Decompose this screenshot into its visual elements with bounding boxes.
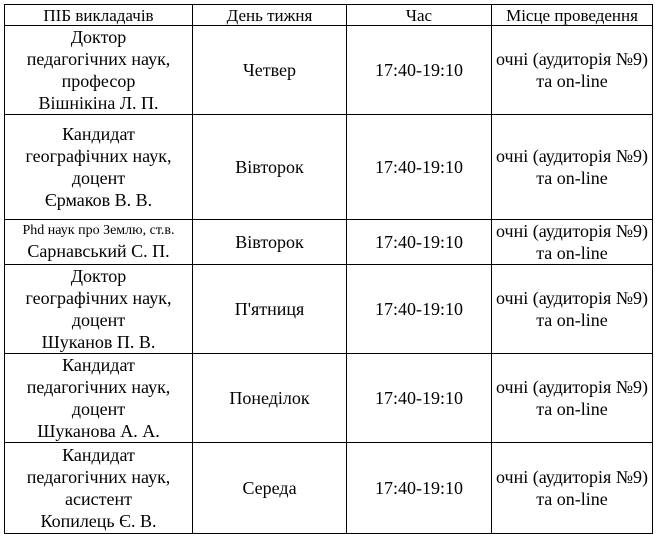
place-mode: та on-line [536, 71, 608, 91]
teacher-degree: Доктор [70, 27, 127, 47]
day-cell: Понеділок [193, 354, 347, 443]
day-cell: Вівторок [193, 220, 347, 265]
teacher-degree: Phd наук про Землю, ст.в. [22, 223, 175, 238]
teacher-field: географічних наук, [25, 288, 172, 308]
place-type: очні (аудиторія №9) [495, 467, 649, 487]
teacher-name: Шуканова А. А. [37, 421, 160, 441]
teacher-name: Копилець Є. В. [40, 511, 157, 531]
table-row [5, 265, 653, 354]
table-row [5, 26, 653, 115]
place-mode: та on-line [536, 489, 608, 509]
place-type: очні (аудиторія №9) [495, 146, 649, 166]
teacher-position: доцент [71, 168, 126, 188]
place-mode: та on-line [536, 399, 608, 419]
teacher-cell [5, 354, 193, 443]
teacher-field: педагогічних наук, [26, 49, 171, 69]
header-row [5, 5, 653, 26]
time-cell: 17:40-19:10 [347, 115, 492, 220]
teacher-degree: Кандидат [62, 355, 135, 375]
teacher-cell [5, 26, 193, 115]
place-type: очні (аудиторія №9) [495, 377, 649, 397]
day-cell: Вівторок [193, 115, 347, 220]
header-name: ПІБ викладачів [5, 5, 193, 26]
teacher-cell [5, 265, 193, 354]
place-cell [492, 354, 653, 443]
place-cell [492, 265, 653, 354]
day-cell: Четвер [193, 26, 347, 115]
time-cell: 17:40-19:10 [347, 354, 492, 443]
place-type: очні (аудиторія №9) [495, 221, 649, 241]
time-cell: 17:40-19:10 [347, 265, 492, 354]
place-type: очні (аудиторія №9) [495, 49, 649, 69]
teacher-degree: Кандидат [62, 124, 135, 144]
table-row [5, 443, 653, 534]
teacher-position: асистент [65, 489, 132, 509]
time-cell: 17:40-19:10 [347, 26, 492, 115]
table-row [5, 115, 653, 220]
teacher-field: педагогічних наук, [26, 467, 171, 487]
header-day: День тижня [193, 5, 347, 26]
teacher-position: доцент [71, 310, 126, 330]
place-cell [492, 443, 653, 534]
teacher-cell [5, 220, 193, 265]
header-time: Час [347, 5, 492, 26]
header-place: Місце проведення [492, 5, 653, 26]
teacher-name: Шуканов П. В. [41, 332, 156, 352]
teacher-cell [5, 443, 193, 534]
teacher-position: професор [61, 71, 136, 91]
place-mode: та on-line [536, 168, 608, 188]
day-cell: Середа [193, 443, 347, 534]
time-cell: 17:40-19:10 [347, 443, 492, 534]
teacher-position: доцент [71, 399, 126, 419]
place-cell [492, 26, 653, 115]
schedule-table [4, 4, 653, 534]
teacher-field: географічних наук, [25, 146, 172, 166]
table-row [5, 354, 653, 443]
teacher-degree: Доктор [70, 266, 127, 286]
place-cell [492, 220, 653, 265]
teacher-name: Сарнавський С. П. [27, 241, 170, 261]
place-mode: та on-line [536, 243, 608, 263]
place-mode: та on-line [536, 310, 608, 330]
day-cell: П'ятниця [193, 265, 347, 354]
teacher-name: Єрмаков В. В. [44, 190, 153, 210]
table-row [5, 220, 653, 265]
teacher-degree: Кандидат [62, 445, 135, 465]
time-cell: 17:40-19:10 [347, 220, 492, 265]
place-type: очні (аудиторія №9) [495, 288, 649, 308]
teacher-field: педагогічних наук, [26, 377, 171, 397]
teacher-name: Вішнікіна Л. П. [38, 93, 159, 113]
place-cell [492, 115, 653, 220]
teacher-cell [5, 115, 193, 220]
